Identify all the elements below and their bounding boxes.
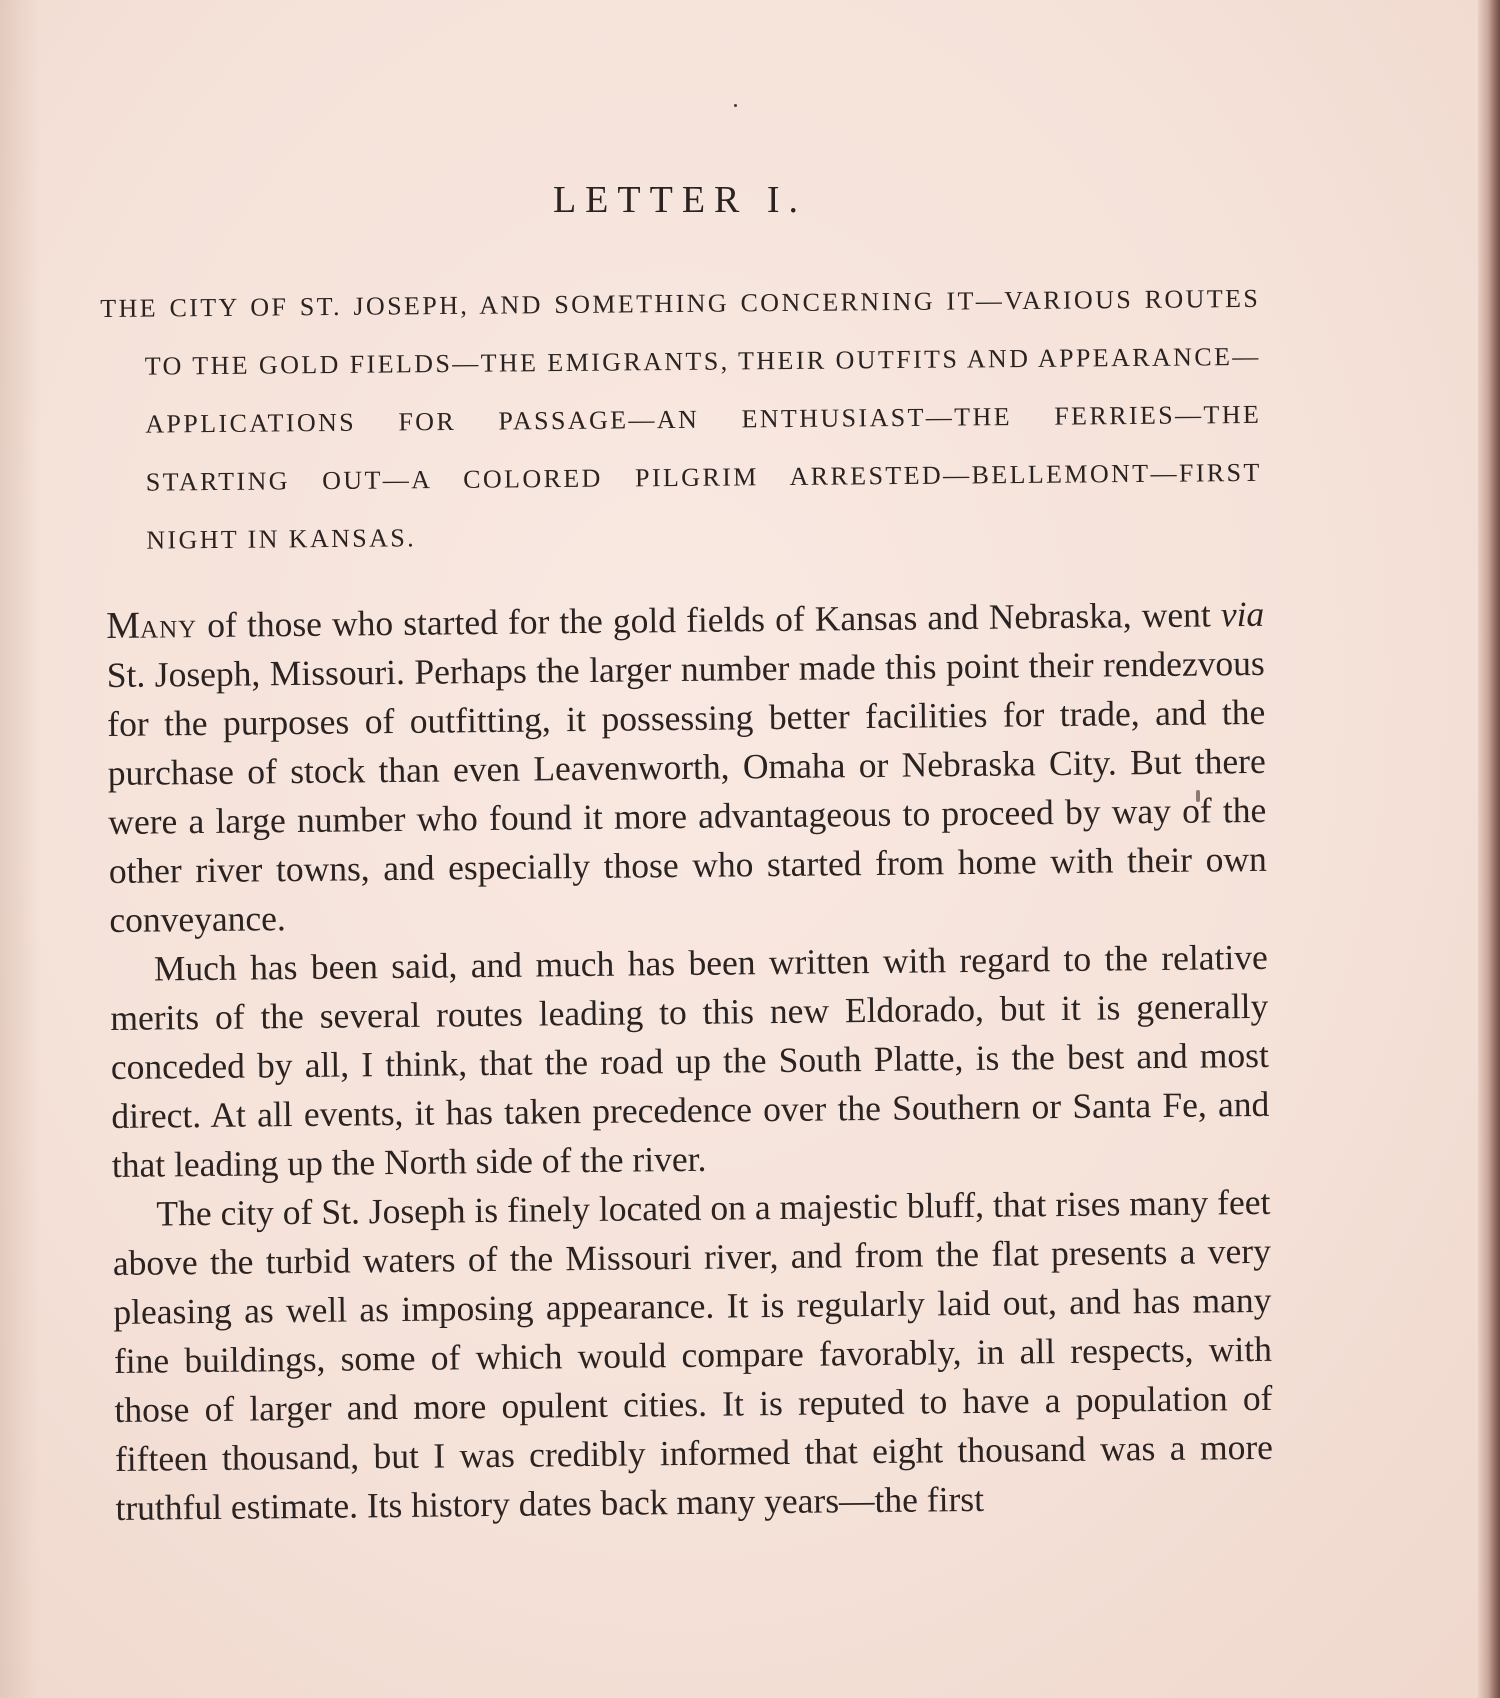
paper-speck bbox=[734, 104, 737, 107]
paragraph-1-text-a: of those who started for the gold fields of Kansas and Nebraska, went bbox=[197, 594, 1222, 646]
drop-word-initial: M bbox=[106, 604, 141, 647]
paragraph-2: Much has been said, and much has been written with regard to the relative merits of the several routes leading to this new Eldorado, but it is generally conceded by all, I think, that the road up the South Platte, is the best and most direct. At all events, it has taken precedence over the Southern or Santa Fe, and that leading up the North side of the river. bbox=[110, 936, 1270, 1185]
page-left-shade bbox=[0, 0, 40, 1698]
letter-heading: LETTER I. bbox=[552, 179, 808, 221]
drop-word-rest: any bbox=[139, 605, 198, 646]
paragraph-1-text-b: St. Joseph, Missouri. Perhaps the larger number made this point their rendezvous for the purposes of outfitting, it possessing better facilities for trade, and the purchase of stock than even Leavenworth, Omaha or Nebraska City. But there were a large number who found it more advantageous to proceed by way of the other river towns, and especially those who started from home with their own conveyance. bbox=[106, 642, 1267, 940]
chapter-synopsis: THE CITY OF ST. JOSEPH, AND SOMETHING CONCERNING IT—VARIOUS ROUTES TO THE GOLD FIELDS—THE EMIGRANTS, THEIR OUTFITS AND APPEARANCE—APPLICATIONS FOR PASSAGE—AN ENTHUSIAST—THE FERRIES—THE STARTING OUT—A COLORED PILGRIM ARRESTED—BELLEMONT—FIRST NIGHT IN KANSAS. bbox=[100, 283, 1262, 555]
book-edge bbox=[1478, 0, 1500, 1698]
body-text bbox=[106, 590, 1274, 1533]
paragraph-1 bbox=[106, 590, 1268, 945]
italic-via: via bbox=[1220, 593, 1265, 635]
paragraph-3: The city of St. Joseph is finely located on a majestic bluff, that rises many feet above the turbid waters of the Missouri river, and from the flat presents a very pleasing as well as imposing appearance. It is regularly laid out, and has many fine buildings, some of which would compare favorably, in all respects, with those of larger and more opulent cities. It is reputed to have a population of fifteen thousand, but I was credibly informed that eight thousand was a more truthful estimate. Its history dates back many years—the first bbox=[112, 1181, 1274, 1528]
